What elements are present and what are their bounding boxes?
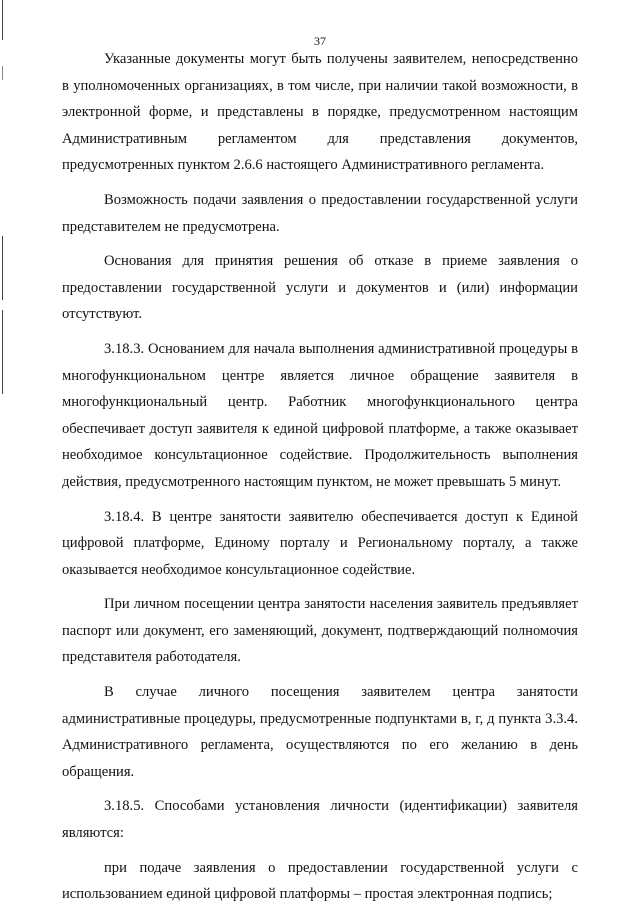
paragraph-personal-visit: При личном посещении центра занятости населения заявитель предъявляет паспорт или документ, его заменяющий, документ, подтверждающий полномочия представителя работодателя. — [62, 596, 578, 666]
scan-edge-mark — [2, 310, 3, 394]
paragraph-administrative-procedures: В случае личного посещения заявителем центра занятости административные процедуры, предусмотренные подпунктами в, г, д пункта 3.3.4. Административного регламента, осуществляются по его желанию в день обращения. — [62, 684, 578, 780]
page-number: 37 — [314, 34, 326, 48]
paragraph-3-18-3: 3.18.3. Основанием для начала выполнения административной процедуры в многофункциональном центре является личное обращение заявителя в многофункциональный центр. Работник многофункционального центра обеспечивает доступ заявителя к единой цифровой платформе, а также оказывает необходимое консультационное содействие. Продолжительность выполнения действия, предусмотренного настоящим пунктом, не может превышать 5 минут. — [62, 340, 578, 490]
paragraph-representative-not-allowed: Возможность подачи заявления о предоставлении государственной услуги представителем не предусмотрена. — [62, 191, 578, 235]
paragraph-documents-availability: Указанные документы могут быть получены заявителем, непосредственно в уполномоченных организациях, в том числе, при наличии такой возможности, в электронной форме, и представлены в порядке, предусмотренном настоящим Административным регламентом для представления документов, предусмотренных пунктом 2.6.6 настоящего Административного регламента. — [62, 51, 578, 174]
paragraph-3-18-4: 3.18.4. В центре занятости заявителю обеспечивается доступ к Единой цифровой платформе, Единому порталу и Региональному порталу, а также оказывается необходимое консультационное содействие. — [62, 508, 578, 578]
scan-edge-mark — [2, 236, 3, 300]
paragraph-simple-e-signature: при подаче заявления о предоставлении государственной услуги с использованием единой цифровой платформы – простая электронная подпись; — [62, 859, 578, 903]
paragraph-refusal-grounds: Основания для принятия решения об отказе в приеме заявления о предоставлении государственной услуги и документов и (или) информации отсутствуют. — [62, 253, 578, 323]
scan-edge-mark — [2, 66, 3, 80]
document-body — [62, 46, 578, 916]
paragraph-3-18-5: 3.18.5. Способами установления личности (идентификации) заявителя являются: — [62, 798, 578, 842]
